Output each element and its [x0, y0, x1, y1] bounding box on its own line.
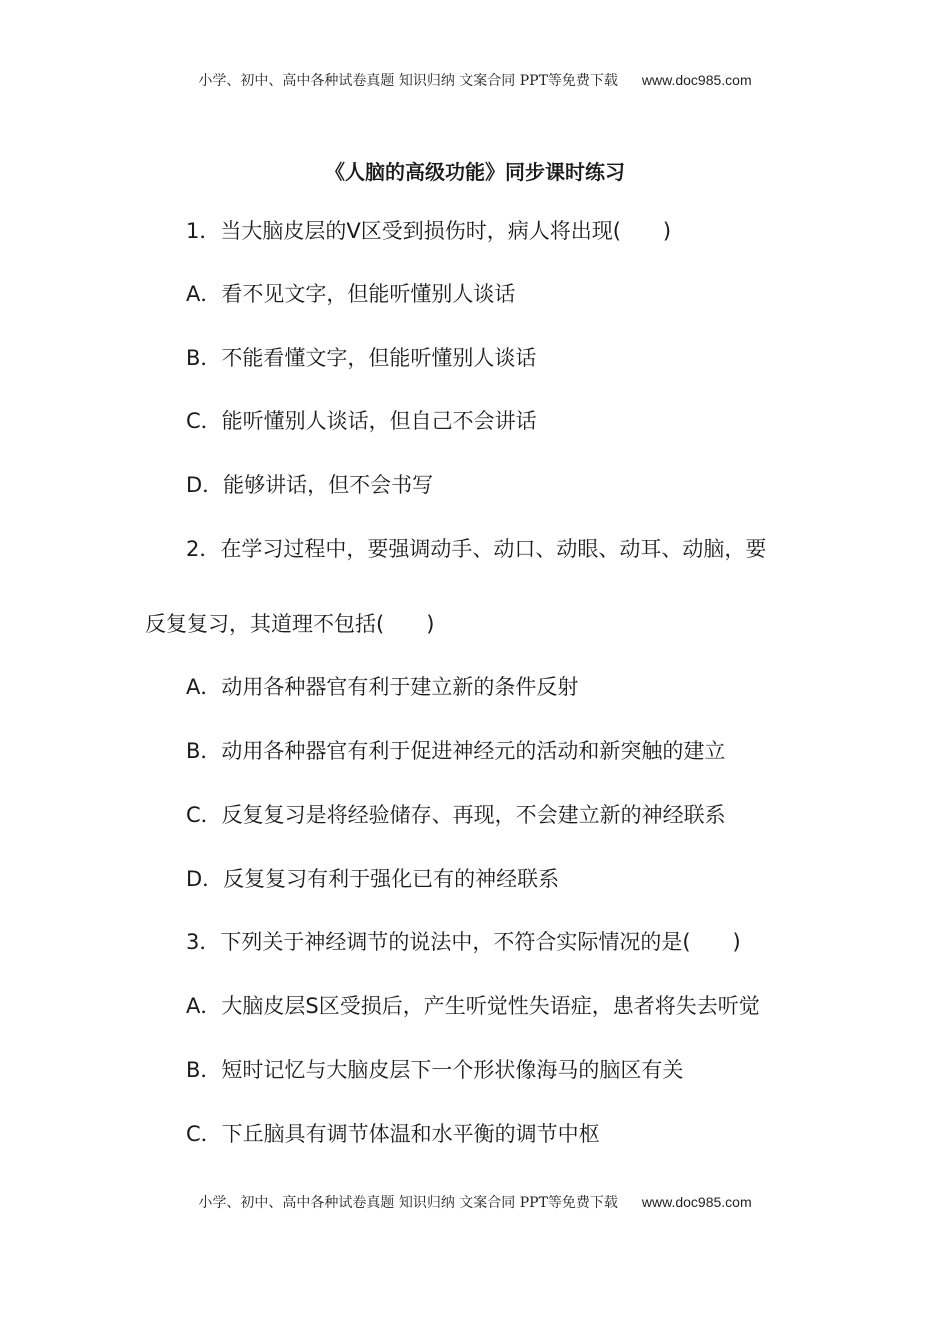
question-2-option-a: A．动用各种器官有利于建立新的条件反射 — [186, 675, 579, 699]
question-1-option-a: A．看不见文字，但能听懂别人谈话 — [186, 282, 516, 306]
header-text: 小学、初中、高中各种试卷真题 知识归纳 文案合同 PPT等免费下载 — [198, 73, 618, 89]
page-footer — [0, 1192, 950, 1212]
question-2-stem-continued: 反复复习，其道理不包括( ) — [145, 612, 435, 636]
question-3-option-b: B．短时记忆与大脑皮层下一个形状像海马的脑区有关 — [186, 1058, 684, 1082]
document-title: 《人脑的高级功能》同步课时练习 — [325, 160, 625, 184]
header-site: www.doc985.com — [641, 72, 752, 88]
question-3-option-a: A．大脑皮层S区受损后，产生听觉性失语症，患者将失去听觉 — [186, 994, 760, 1018]
question-1-option-c: C．能听懂别人谈话，但自己不会讲话 — [186, 409, 537, 433]
footer-text: 小学、初中、高中各种试卷真题 知识归纳 文案合同 PPT等免费下载 — [198, 1195, 618, 1211]
page-header — [0, 70, 950, 90]
question-3-stem: 3．下列关于神经调节的说法中，不符合实际情况的是( ) — [186, 930, 741, 954]
question-1-option-d: D．能够讲话，但不会书写 — [186, 473, 434, 497]
question-2-option-d: D．反复复习有利于强化已有的神经联系 — [186, 867, 560, 891]
question-3-option-c: C．下丘脑具有调节体温和水平衡的调节中枢 — [186, 1122, 600, 1146]
question-2-stem: 2．在学习过程中，要强调动手、动口、动眼、动耳、动脑，要 — [186, 537, 767, 561]
question-1-option-b: B．不能看懂文字，但能听懂别人谈话 — [186, 346, 537, 370]
question-2-option-c: C．反复复习是将经验储存、再现，不会建立新的神经联系 — [186, 803, 726, 827]
question-1-stem: 1．当大脑皮层的V区受到损伤时，病人将出现( ) — [186, 219, 672, 243]
question-2-option-b: B．动用各种器官有利于促进神经元的活动和新突触的建立 — [186, 739, 726, 763]
footer-site: www.doc985.com — [641, 1194, 752, 1210]
